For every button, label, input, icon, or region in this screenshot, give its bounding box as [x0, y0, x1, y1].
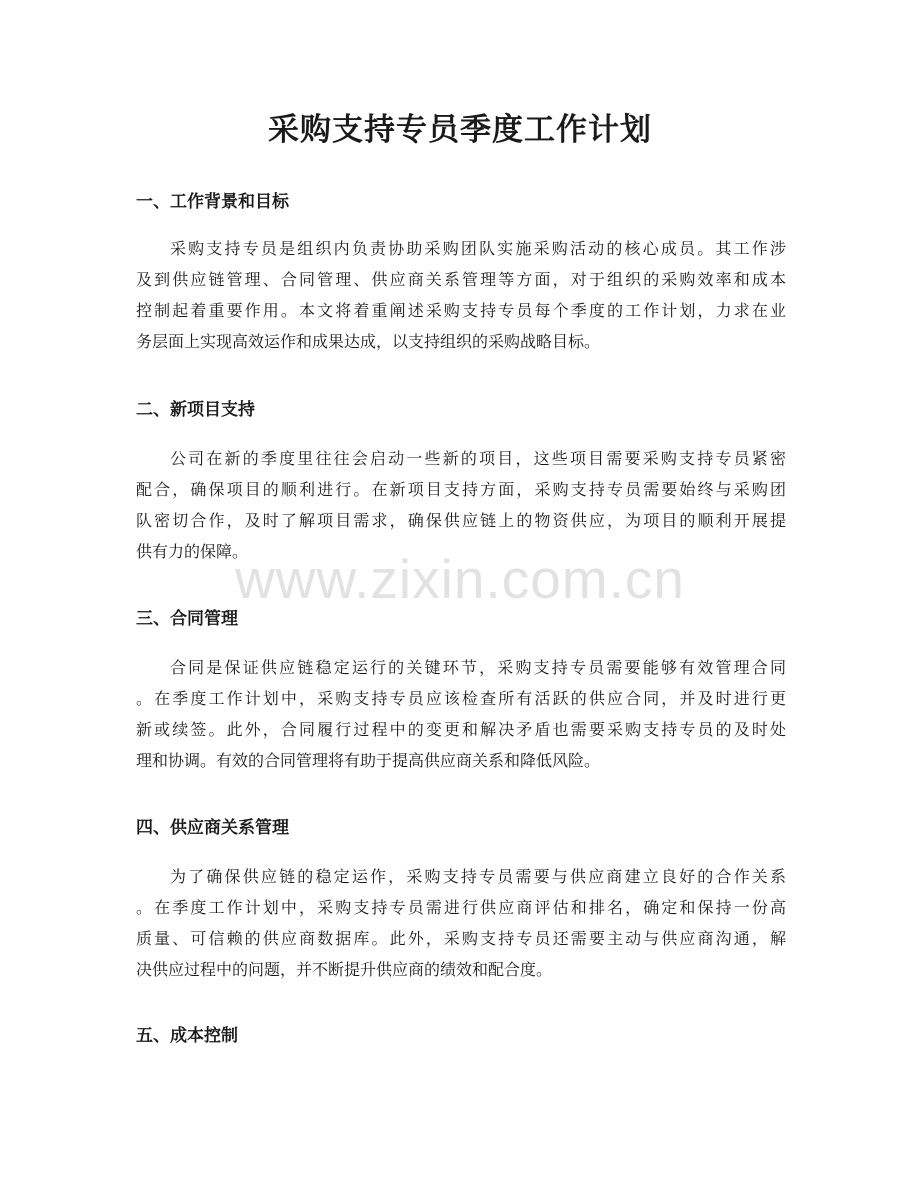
section-paragraph-suppliers: [136, 861, 786, 985]
paragraph-line: 合同是保证供应链稳定运行的关键环节，采购支持专员需要能够有效管理合同: [170, 658, 786, 677]
paragraph-line: 质量、可信赖的供应商数据库。此外，采购支持专员还需要主动与供应商沟通，解: [136, 929, 786, 948]
paragraph-line: 新或续签。此外，合同履行过程中的变更和解决矛盾也需要采购支持专员的及时处: [136, 720, 786, 739]
section-paragraph-contracts: [136, 652, 786, 776]
paragraph-line: 队密切合作，及时了解项目需求，确保供应链上的物资供应，为项目的顺利开展提: [136, 511, 786, 530]
paragraph-line: 控制起着重要作用。本文将着重阐述采购支持专员每个季度的工作计划，力求在业: [136, 301, 786, 320]
watermark: www.zixin.com.cn: [235, 548, 685, 610]
paragraph-line: 决供应过程中的问题，并不断提升供应商的绩效和配合度。: [136, 960, 553, 979]
document-title: 采购支持专员季度工作计划: [268, 112, 652, 148]
paragraph-line: 。在季度工作计划中，采购支持专员需进行供应商评估和排名，确定和保持一份高: [136, 898, 786, 917]
paragraph-line: 采购支持专员是组织内负责协助采购团队实施采购活动的核心成员。其工作涉: [170, 239, 786, 258]
paragraph-line: 供有力的保障。: [136, 542, 249, 561]
paragraph-line: 配合，确保项目的顺利进行。在新项目支持方面，采购支持专员需要始终与采购团: [136, 480, 786, 499]
paragraph-line: 理和协调。有效的合同管理将有助于提高供应商关系和降低风险。: [136, 751, 601, 770]
section-heading-cost-control: 五、成本控制: [136, 1026, 238, 1046]
paragraph-line: 务层面上实现高效运作和成果达成，以支持组织的采购战略目标。: [136, 332, 601, 351]
section-heading-new-projects: 二、新项目支持: [136, 400, 255, 420]
section-heading-contracts: 三、合同管理: [136, 609, 238, 629]
section-paragraph-background: [136, 233, 786, 357]
paragraph-line: 为了确保供应链的稳定运作，采购支持专员需要与供应商建立良好的合作关系: [170, 867, 786, 886]
section-heading-background: 一、工作背景和目标: [136, 192, 289, 212]
paragraph-line: 。在季度工作计划中，采购支持专员应该检查所有活跃的供应合同，并及时进行更: [136, 689, 786, 708]
section-heading-suppliers: 四、供应商关系管理: [136, 818, 289, 838]
section-paragraph-new-projects: [136, 443, 786, 567]
paragraph-line: 公司在新的季度里往往会启动一些新的项目，这些项目需要采购支持专员紧密: [170, 449, 786, 468]
paragraph-line: 及到供应链管理、合同管理、供应商关系管理等方面，对于组织的采购效率和成本: [136, 270, 786, 289]
